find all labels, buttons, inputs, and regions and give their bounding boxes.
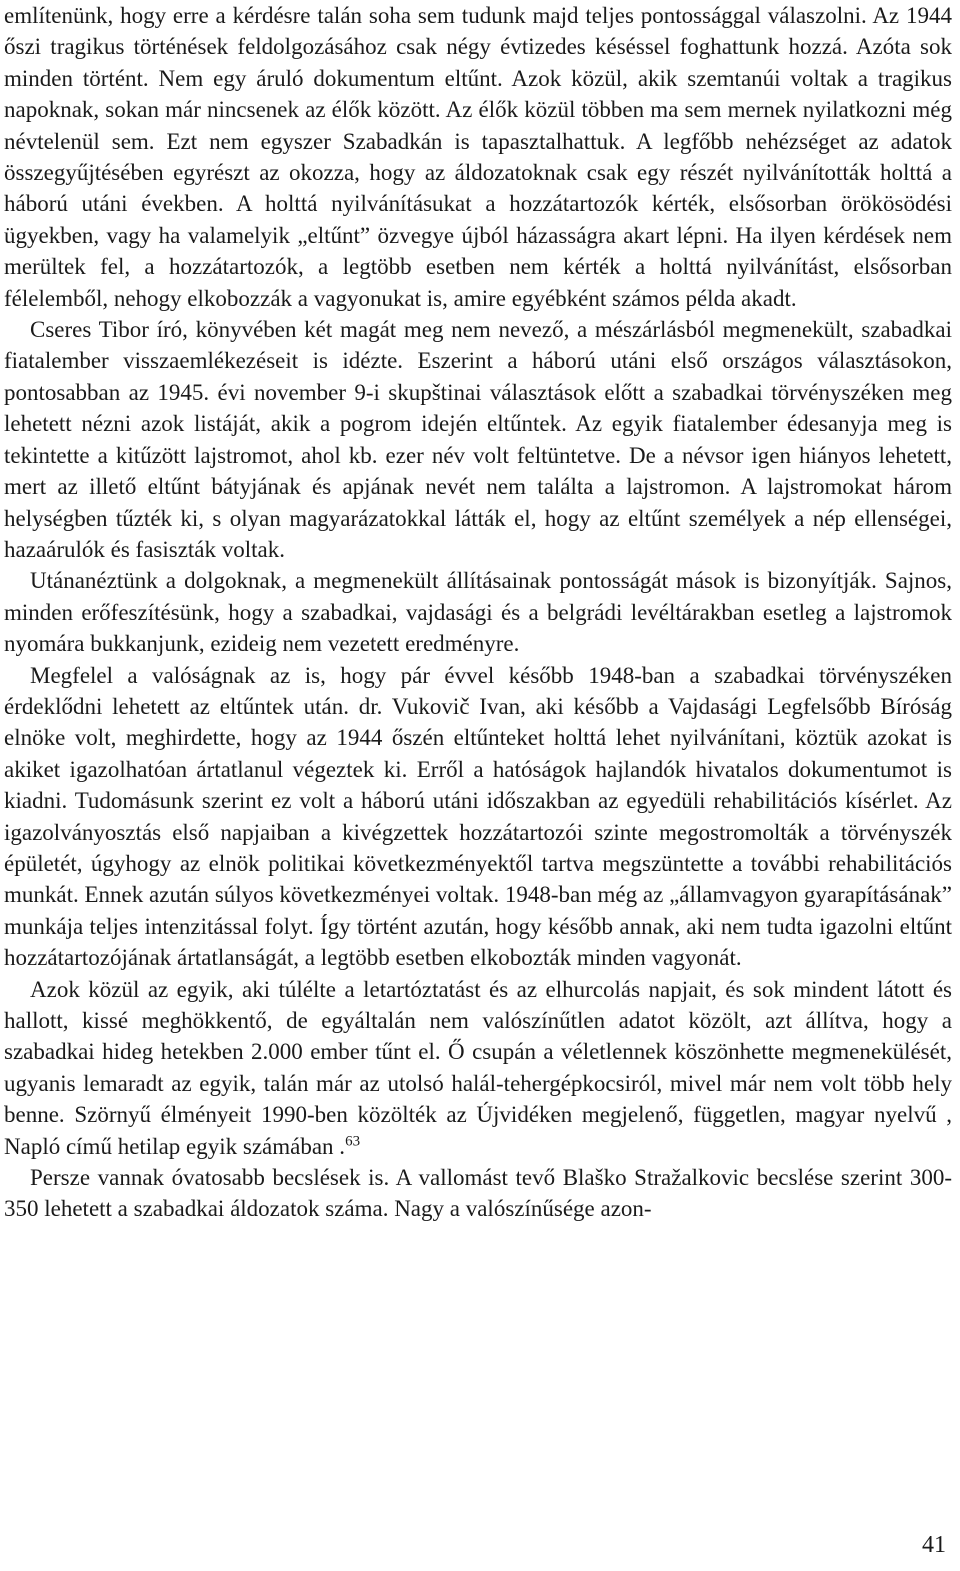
paragraph-6: Persze vannak óvatosabb becslések is. A vallomást tevő Blaško Stražalkovic becslése szerint 300-350 lehetett a szabadkai áldozatok száma. Nagy a valószínűsége azon- [4, 1165, 952, 1222]
paragraph-5 [4, 974, 952, 1162]
paragraph-2: Cseres Tibor író, könyvében két magát meg nem nevező, a mészárlásból megmenekült, szabadkai fiatalember visszaemlékezéseit is idézte. Eszerint a háború utáni első országos választásokon, pontosabban az 1945. évi november 9-i skupštinai választások előtt a szabadkai törvényszéken meg lehetett nézni azok listáját, akik a pogrom idején eltűntek. Az egyik fiatalember édesanyja meg is tekintette a kitűzött lajstromot, ahol kb. ezer név volt feltüntetve. De a névsor igen hiányos lehetett, mert az illető eltűnt bátyjának és apjának nevét nem találta a lajstromon. A lajstromokat három helységben tűzték ki, s olyan magyarázatokkal látták el, hogy az eltűnt személyek a nép ellenségei, hazaárulók és fasiszták voltak. [4, 317, 952, 562]
footnote-marker: 63 [345, 1132, 361, 1149]
paragraph-5-text: Azok közül az egyik, aki túlélte a letartóztatást és az elhurcolás napjait, és sok mindent látott és hallott, kissé meghökkentő, de egyáltalán nem valószínűtlen adatot közölt, azt állítva, hogy a szabadkai hideg hetekben 2.000 ember tűnt el. Ő csupán a véletlennek köszönhette megmenekülését, ugyanis lemaradt az egyik, talán már az utolsó halál-tehergépkocsiról, mivel már nem volt több hely benne. Szörnyű élményeit 1990-ben közölték az Újvidéken megjelenő, független, magyar nyelvű , Napló című hetilap egyik számában . [4, 976, 952, 1159]
paragraph-3: Utánanéztünk a dolgoknak, a megmenekült állításainak pontosságát mások is bizonyítják. Sajnos, minden erőfeszítésünk, hogy a szabadkai, vajdasági és a belgrádi levéltárakban esetleg a lajstromok nyomára bukkanjunk, ezideig nem vezetett eredményre. [4, 568, 952, 657]
paragraph-1: említenünk, hogy erre a kérdésre talán soha sem tudunk majd teljes pontossággal válaszolni. Az 1944 őszi tragikus történések feldolgozásához csak négy évtizedes késéssel foghattunk hozzá. Azóta sok minden történt. Nem egy áruló dokumentum eltűnt. Azok közül, akik szemtanúi voltak a tragikus napoknak, sokan már nincsenek az élők között. Az élők közül többen ma sem mernek nyilatkozni még névtelenül sem. Ezt nem egyszer Szabadkán is tapasztalhattuk. A legfőbb nehézséget az adatok összegyűjtésében egyrészt az okozza, hogy az áldozatoknak csak egy részét nyilvánították holttá a háború utáni években. A holttá nyilvánításukat a hozzátartozók kérték, elsősorban örökösödési ügyekben, vagy ha valamelyik „eltűnt” özvegye újból házasságra akart lépni. Ha ilyen kérdések nem merültek fel, a hozzátartozók, a legtöbb esetben nem kérték a holttá nyilvánítást, elsősorban félelemből, nehogy elkobozzák a vagyonukat is, amire egyébként számos példa akadt. [4, 3, 952, 311]
paragraph-4: Megfelel a valóságnak az is, hogy pár évvel később 1948-ban a szabadkai törvényszéken érdeklődni lehetett az eltűntek után. dr. Vukovič Ivan, aki később a Vajdasági Legfelsőbb Bíróság elnöke volt, meghirdette, hogy az 1944 őszén eltűnteket holttá lehet nyilvánítani, köztük azokat is akiket igazolhatóan ártatlanul végeztek ki. Erről a hatóságok hajlandók hivatalos dokumentumot is kiadni. Tudomásunk szerint ez volt a háború utáni időszakban az egyedüli rehabilitációs kísérlet. Az igazolványosztás első napjaiban a kivégzettek hozzátartozói szinte megostromolták a törvényszék épületét, úgyhogy az elnök politikai következményektől tartva megszüntette a további rehabilitációs munkát. Ennek azután súlyos következményei voltak. 1948-ban még az „államvagyon gyarapításának” munkája teljes intenzitással folyt. Így történt azután, hogy később annak, aki nem tudta igazolni eltűnt hozzátartozójának ártatlanságát, a legtöbb esetben elkobozták minden vagyonát. [4, 662, 952, 971]
page-number: 41 [922, 1532, 946, 1558]
document-page [4, 0, 952, 1225]
